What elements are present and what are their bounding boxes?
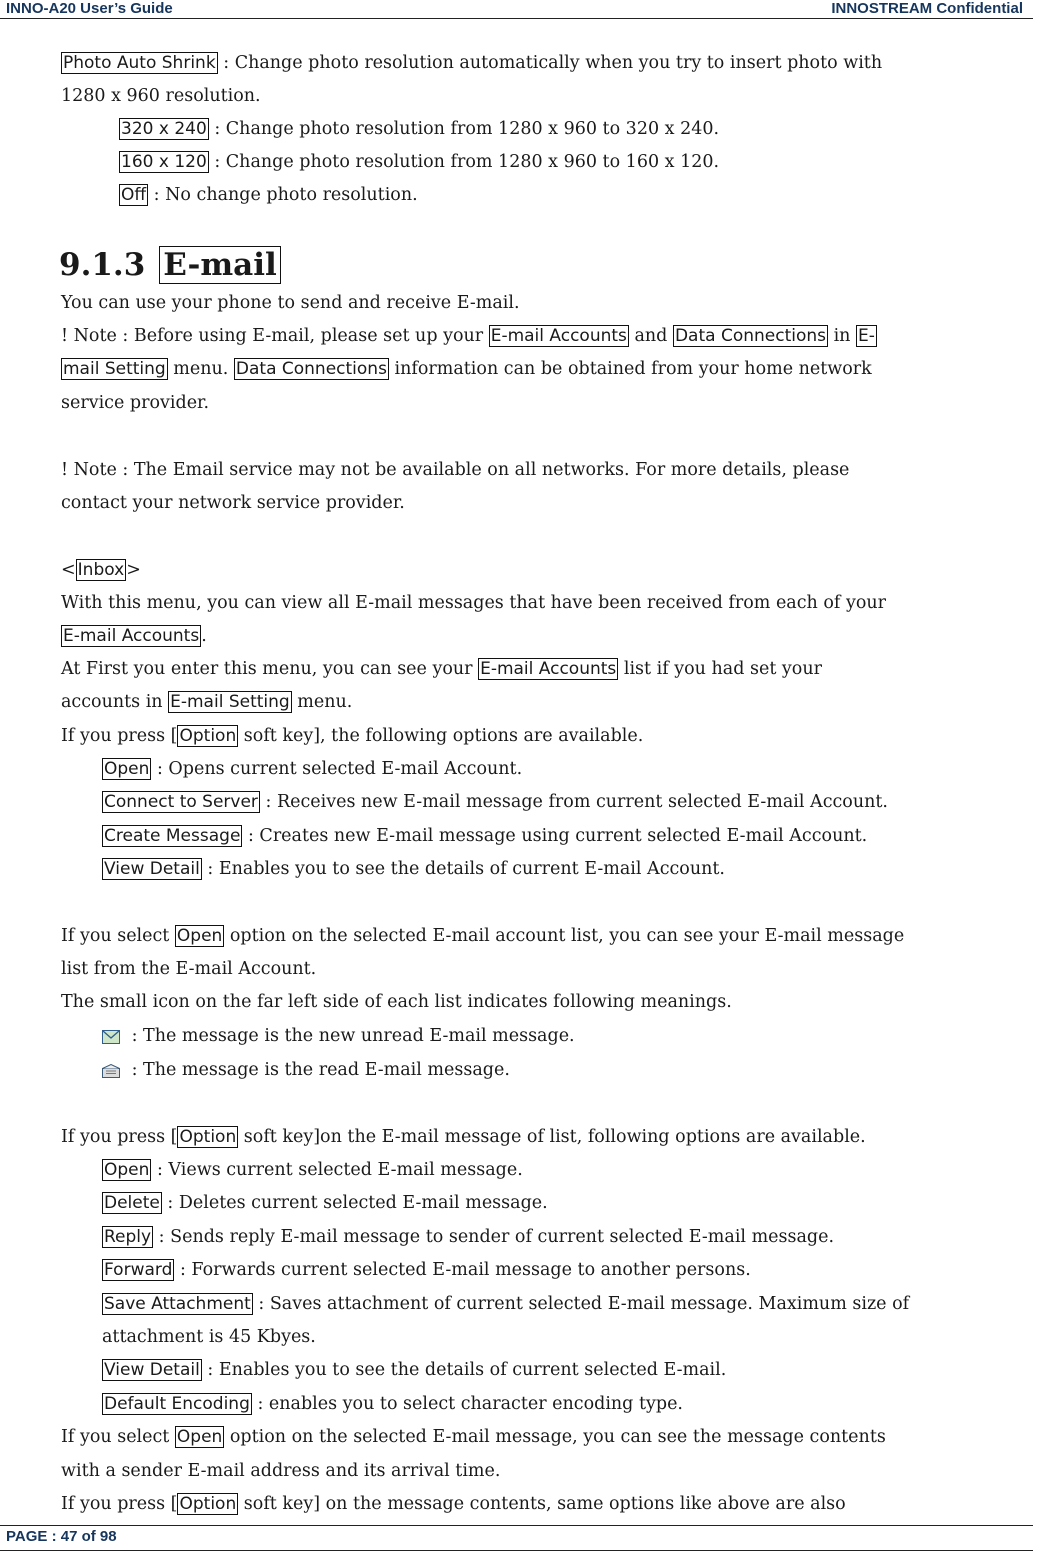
closing-2: with a sender E-mail address and its arrival time. — [61, 1461, 501, 1481]
inbox-heading: < Inbox > — [61, 560, 141, 580]
section-heading: 9.1.3 E-mail — [59, 243, 281, 287]
inbox-text-5: If you press [ Option soft key], the following options are available. — [61, 726, 644, 746]
message-option: Forward : Forwards current selected E-mail message to another persons. — [104, 1260, 751, 1280]
attachment-limit: attachment is 45 Kbyes. — [102, 1327, 316, 1347]
page-header — [0, 0, 1033, 19]
icon-legend-read: : The message is the read E-mail message. — [102, 1054, 510, 1086]
open-para-1: If you select Open option on the selected E-mail account list, you can see your E-mail message — [61, 926, 905, 946]
account-option: View Detail : Enables you to see the details of current E-mail Account. — [104, 859, 725, 879]
note-1-end: service provider. — [61, 393, 210, 413]
read-mail-icon — [102, 1064, 120, 1078]
doc-title: INNO-A20 User’s Guide — [6, 0, 173, 17]
unread-mail-icon — [102, 1030, 120, 1044]
message-option: View Detail : Enables you to see the details of current selected E-mail. — [104, 1360, 727, 1380]
confidential-label: INNOSTREAM Confidential — [831, 0, 1023, 17]
closing-3: If you press [ Option soft key] on the message contents, same options like above are also — [61, 1494, 846, 1514]
note-1: ! Note : Before using E-mail, please set up your E-mail Accounts and Data Connections in E- — [61, 326, 875, 346]
open-para-2: list from the E-mail Account. — [61, 959, 317, 979]
section-title: E-mail — [159, 246, 281, 284]
message-option: Open : Views current selected E-mail message. — [104, 1160, 523, 1180]
message-option: Delete : Deletes current selected E-mail message. — [104, 1193, 548, 1213]
note-1-cont: mail Setting menu. Data Connections information can be obtained from your home network — [63, 359, 872, 379]
page-footer — [0, 1525, 1033, 1551]
inbox-text-1: With this menu, you can view all E-mail messages that have been received from each of your — [61, 593, 887, 613]
intro-text: You can use your phone to send and receive E-mail. — [61, 293, 520, 313]
option-off: Off : No change photo resolution. — [121, 185, 418, 205]
option-320: 320 x 240 : Change photo resolution from 1280 x 960 to 320 x 240. — [121, 119, 720, 139]
note-2: ! Note : The Email service may not be available on all networks. For more details, please — [61, 460, 850, 480]
photo-auto-shrink-line: Photo Auto Shrink : Change photo resolution automatically when you try to insert photo with — [63, 53, 883, 73]
message-option: Save Attachment : Saves attachment of current selected E-mail message. Maximum size of — [104, 1294, 910, 1314]
message-option: Default Encoding : enables you to select character encoding type. — [104, 1394, 683, 1414]
message-option: Reply : Sends reply E-mail message to sender of current selected E-mail message. — [104, 1227, 835, 1247]
account-option: Connect to Server : Receives new E-mail message from current selected E-mail Account. — [104, 792, 888, 812]
photo-desc-cont: 1280 x 960 resolution. — [61, 86, 261, 106]
inbox-text-2: E-mail Accounts . — [63, 626, 207, 646]
account-option: Open : Opens current selected E-mail Account. — [104, 759, 523, 779]
account-option: Create Message : Creates new E-mail message using current selected E-mail Account. — [104, 826, 868, 846]
open-para-3: The small icon on the far left side of each list indicates following meanings. — [61, 992, 732, 1012]
photo-auto-shrink-label: Photo Auto Shrink — [63, 53, 216, 73]
inbox-text-4: accounts in E-mail Setting menu. — [61, 692, 353, 712]
note-2-cont: contact your network service provider. — [61, 493, 405, 513]
inbox-text-3: At First you enter this menu, you can see your E-mail Accounts list if you had set your — [61, 659, 822, 679]
option-160: 160 x 120 : Change photo resolution from 1280 x 960 to 160 x 120. — [121, 152, 720, 172]
icon-legend-unread: : The message is the new unread E-mail message. — [102, 1020, 575, 1052]
msg-para: If you press [ Option soft key]on the E-mail message of list, following options are available. — [61, 1127, 866, 1147]
page-number: PAGE : 47 of 98 — [6, 1528, 117, 1545]
closing-1: If you select Open option on the selected E-mail message, you can see the message contents — [61, 1427, 886, 1447]
